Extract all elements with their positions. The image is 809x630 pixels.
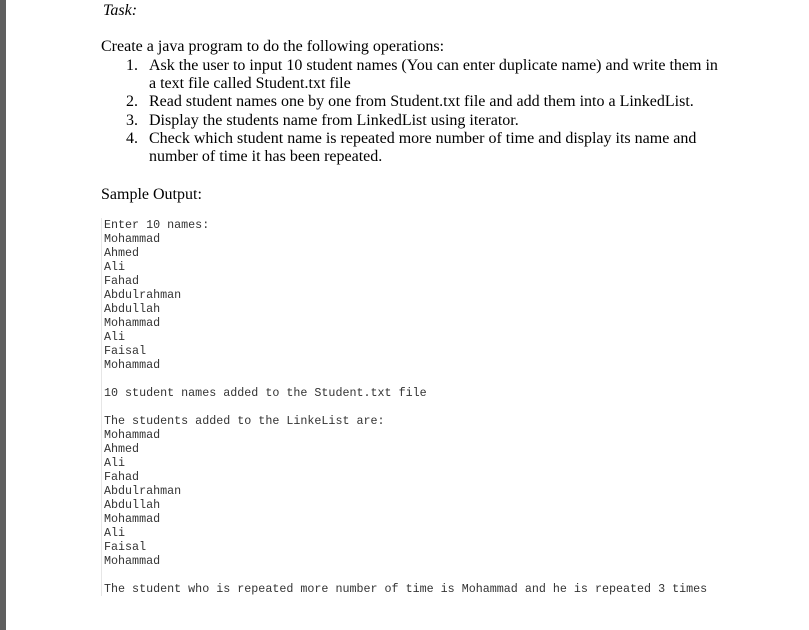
operation-item [101,57,741,93]
console-input-name: Abdullah [104,302,161,316]
console-list-name: Mohammad [104,512,161,526]
task-intro: Create a java program to do the following operations: [101,38,445,55]
console-output [101,218,744,596]
console-blank-line [104,400,744,414]
console-input-name: Ali [104,260,126,274]
operation-number: 1. [126,57,138,74]
operation-number: 3. [126,111,138,129]
console-added-message: 10 student names added to the Student.txt file [104,386,427,400]
operation-line: Check which student name is repeated more number of time and display its name and [149,129,697,147]
left-edge-bar [0,0,6,630]
console-input-name: Faisal [104,344,147,358]
console-list-name: Mohammad [104,554,161,568]
operation-line: Read student names one by one from Student.txt file and add them into a LinkedList. [149,93,694,111]
operation-item [101,130,741,166]
operation-item [101,112,741,130]
console-input-name: Mohammad [104,358,161,372]
console-input-name: Fahad [104,274,140,288]
console-input-name: Ahmed [104,246,140,260]
task-heading: Task: [103,2,138,19]
operation-number: 4. [126,129,138,147]
cropped-text-fragment [300,0,390,2]
operation-line: Ask the user to input 10 student names (You can enter duplicate name) and write them in [149,57,718,74]
console-list-name: Mohammad [104,428,161,442]
console-input-name: Abdulrahman [104,288,182,302]
console-input-name: Mohammad [104,316,161,330]
console-list-name: Abdullah [104,498,161,512]
operations-list [101,57,741,166]
operation-line: a text file called Student.txt file [149,75,351,93]
console-list-name: Fahad [104,470,140,484]
operation-item [101,93,741,111]
console-list-name: Ali [104,526,126,540]
console-input-name: Mohammad [104,232,161,246]
console-blank-line [104,372,744,386]
console-result-message: The student who is repeated more number of time is Mohammad and he is repeated 3 times [104,582,708,596]
console-prompt: Enter 10 names: [104,218,210,232]
sample-output-label: Sample Output: [101,186,202,203]
console-list-name: Ahmed [104,442,140,456]
console-list-header: The students added to the LinkeList are: [104,414,385,428]
console-input-name: Ali [104,330,126,344]
operation-number: 2. [126,93,138,111]
operation-line: Display the students name from LinkedList using iterator. [149,111,519,129]
console-blank-line [104,568,744,582]
console-list-name: Abdulrahman [104,484,182,498]
operation-line: number of time it has been repeated. [149,148,383,166]
console-list-name: Ali [104,456,126,470]
console-list-name: Faisal [104,540,147,554]
